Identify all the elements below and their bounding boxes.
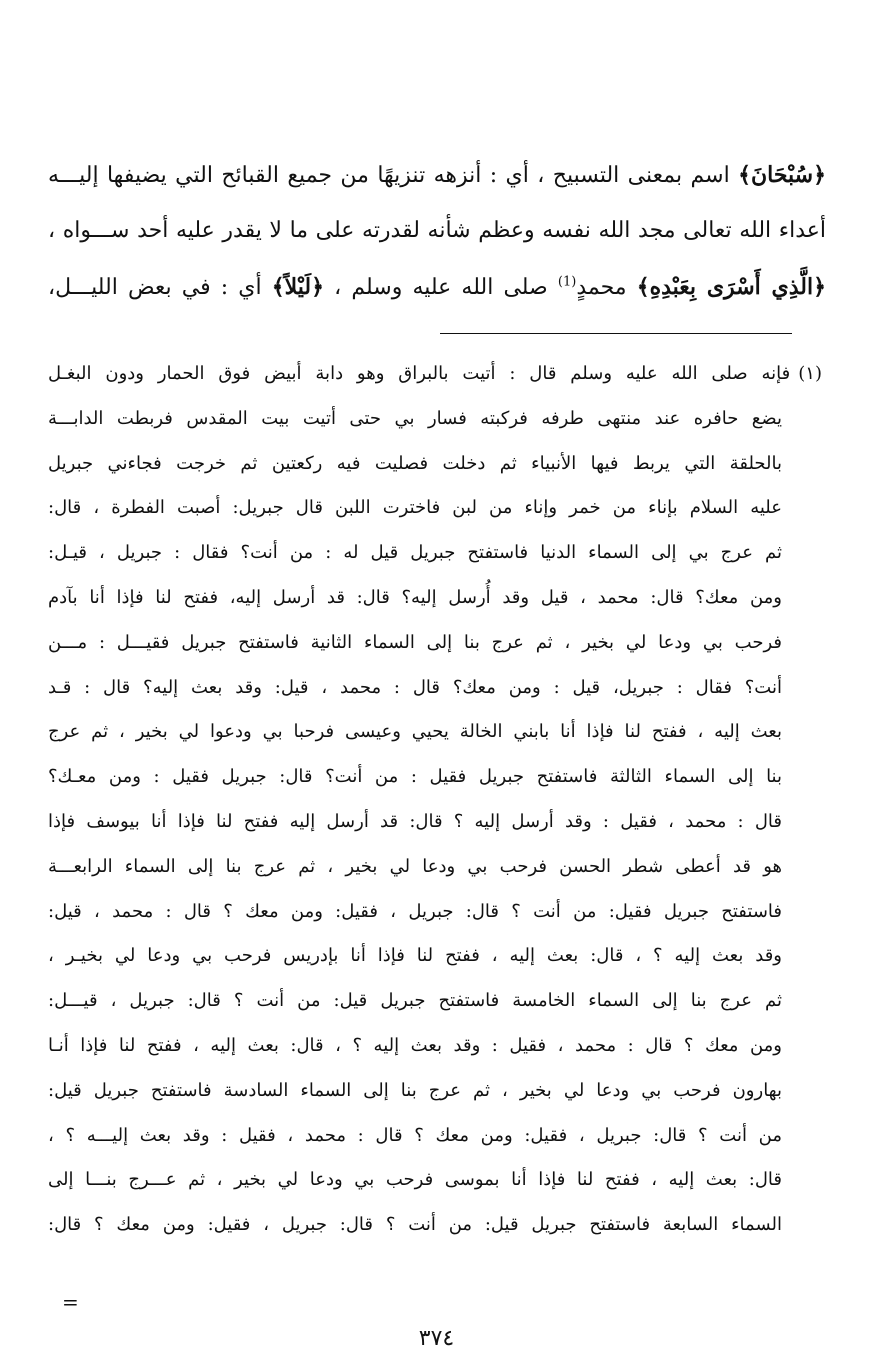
main-text-segment: محمدٍ bbox=[576, 275, 637, 300]
footnote-line: بعث إليه ، ففتح لنا فإذا أنا بابني الخالة يحيي وعيسى فرحبا بي ودعوا لي بخير ، ثم عرج bbox=[48, 721, 782, 743]
footnote-line: هو قد أعطى شطر الحسن فرحب بي ودعا لي بخير ، ثم عرج بنا إلى السماء الرابعـــة bbox=[48, 855, 782, 877]
footnote-block bbox=[48, 352, 822, 1248]
footnote-line: من أنت ؟ قال: جبريل ، فقيل: ومن معك ؟ قال : محمد ، فقيل : وقد بعث إليـــه ؟ ، bbox=[48, 1124, 782, 1146]
main-line-2 bbox=[48, 203, 826, 259]
footnote-line: يضع حافره عند منتهى طرفه فركبته فسار بي حتى أتيت بيت المقدس فربطت الدابـــة bbox=[48, 407, 782, 429]
main-text bbox=[48, 147, 826, 315]
footnote-line: ومن معك ؟ قال : محمد ، فقيل : وقد بعث إليه ؟ ، قال: بعث إليه ، ففتح لنا فإذا أنـا bbox=[48, 1034, 782, 1056]
footnote-line bbox=[48, 352, 822, 397]
footnote-line: قال : محمد ، فقيل : وقد أرسل إليه ؟ قال: قد أرسل إليه ففتح لنا فإذا أنا بيوسف فإذا bbox=[48, 810, 782, 832]
main-text-segment: أعداء الله تعالى مجد الله نفسه وعظم شأنه لقدرته على ما لا يقدر عليه أحد ســـواه ، bbox=[48, 218, 826, 243]
main-text-segment: اسم بمعنى التسبيح ، أي : أنزهه تنزيهًا من جميع القبائح التي يضيفها إليـــه bbox=[48, 163, 739, 188]
footnote-line: السماء السابعة فاستفتح جبريل قيل: من أنت ؟ قال: جبريل ، فقيل: ومن معك ؟ قال: bbox=[48, 1214, 782, 1236]
footnote-line: ثم عرج بي إلى السماء الدنيا فاستفتح جبريل قيل له : من أنت؟ فقال : جبريل ، قيـل: bbox=[48, 542, 782, 564]
main-line-1 bbox=[48, 147, 826, 203]
footnote-line: بهارون فرحب بي ودعا لي بخير ، ثم عرج بنا إلى السماء السادسة فاستفتح جبريل قيل: bbox=[48, 1079, 782, 1101]
main-text-segment: صلى الله عليه وسلم ، bbox=[324, 275, 558, 300]
footnote-divider bbox=[440, 333, 792, 334]
quran-quote: ﴿الَّذِي أَسْرَى بِعَبْدِهِ﴾ bbox=[636, 274, 826, 300]
footnote-marker: (١) bbox=[798, 363, 822, 384]
footnote-line: قال: بعث إليه ، ففتح لنا فإذا أنا بموسى فرحب بي ودعا لي بخير ، ثم عـــرج بنـــا إلى bbox=[48, 1169, 782, 1191]
quran-quote: ﴿سُبْحَانَ﴾ bbox=[738, 162, 826, 188]
footnote-line: فرحب بي ودعا لي بخير ، ثم عرج بنا إلى السماء الثانية فاستفتح جبريل فقيـــل : مـــن bbox=[48, 631, 782, 653]
footnote-line: بنا إلى السماء الثالثة فاستفتح جبريل فقيل : من أنت؟ قال: جبريل فقيل : ومن معـك؟ bbox=[48, 766, 782, 788]
footnote-line: بالحلقة التي يربط فيها الأنبياء ثم دخلت فصليت فيه ركعتين ثم خرجت فجاءني جبريل bbox=[48, 452, 782, 474]
footnote-line: ثم عرج بنا إلى السماء الخامسة فاستفتح جبريل قيل: من أنت ؟ قال: جبريل ، قيـــل: bbox=[48, 990, 782, 1012]
footnote-line: ومن معك؟ قال: محمد ، قيل وقد أُرسل إليه؟ قال: قد أرسل إليه، ففتح لنا فإذا أنا بآدم bbox=[48, 586, 782, 608]
footnote-line: أنت؟ فقال : جبريل، قيل : ومن معك؟ قال : محمد ، قيل: وقد بعث إليه؟ قال : قـد bbox=[48, 676, 782, 698]
footnote-line: وقد بعث إليه ؟ ، قال: بعث إليه ، ففتح لنا فإذا أنا بإدريس فرحب بي ودعا لي بخيـر ، bbox=[48, 945, 782, 967]
footnote-reference[interactable]: (1) bbox=[557, 274, 577, 290]
main-line-3 bbox=[48, 259, 826, 315]
main-text-segment: أي : في بعض الليـــل، bbox=[48, 275, 272, 300]
footnote-text: فإنه صلى الله عليه وسلم قال : أتيت بالبراق وهو دابة أبيض فوق الحمار ودون البغـل bbox=[48, 363, 791, 384]
quran-quote: ﴿لَيْلاً﴾ bbox=[271, 274, 324, 300]
footnote-line: فاستفتح جبريل فقيل: من أنت ؟ قال: جبريل ، فقيل: ومن معك ؟ قال : محمد ، قيل: bbox=[48, 900, 782, 922]
continuation-mark: = bbox=[62, 1290, 79, 1314]
page-number: ٣٧٤ bbox=[418, 1326, 455, 1351]
footnote-line: عليه السلام بإناء من خمر وإناء من لبن فاخترت اللبن قال جبريل: أصبت الفطرة ، قال: bbox=[48, 497, 782, 519]
